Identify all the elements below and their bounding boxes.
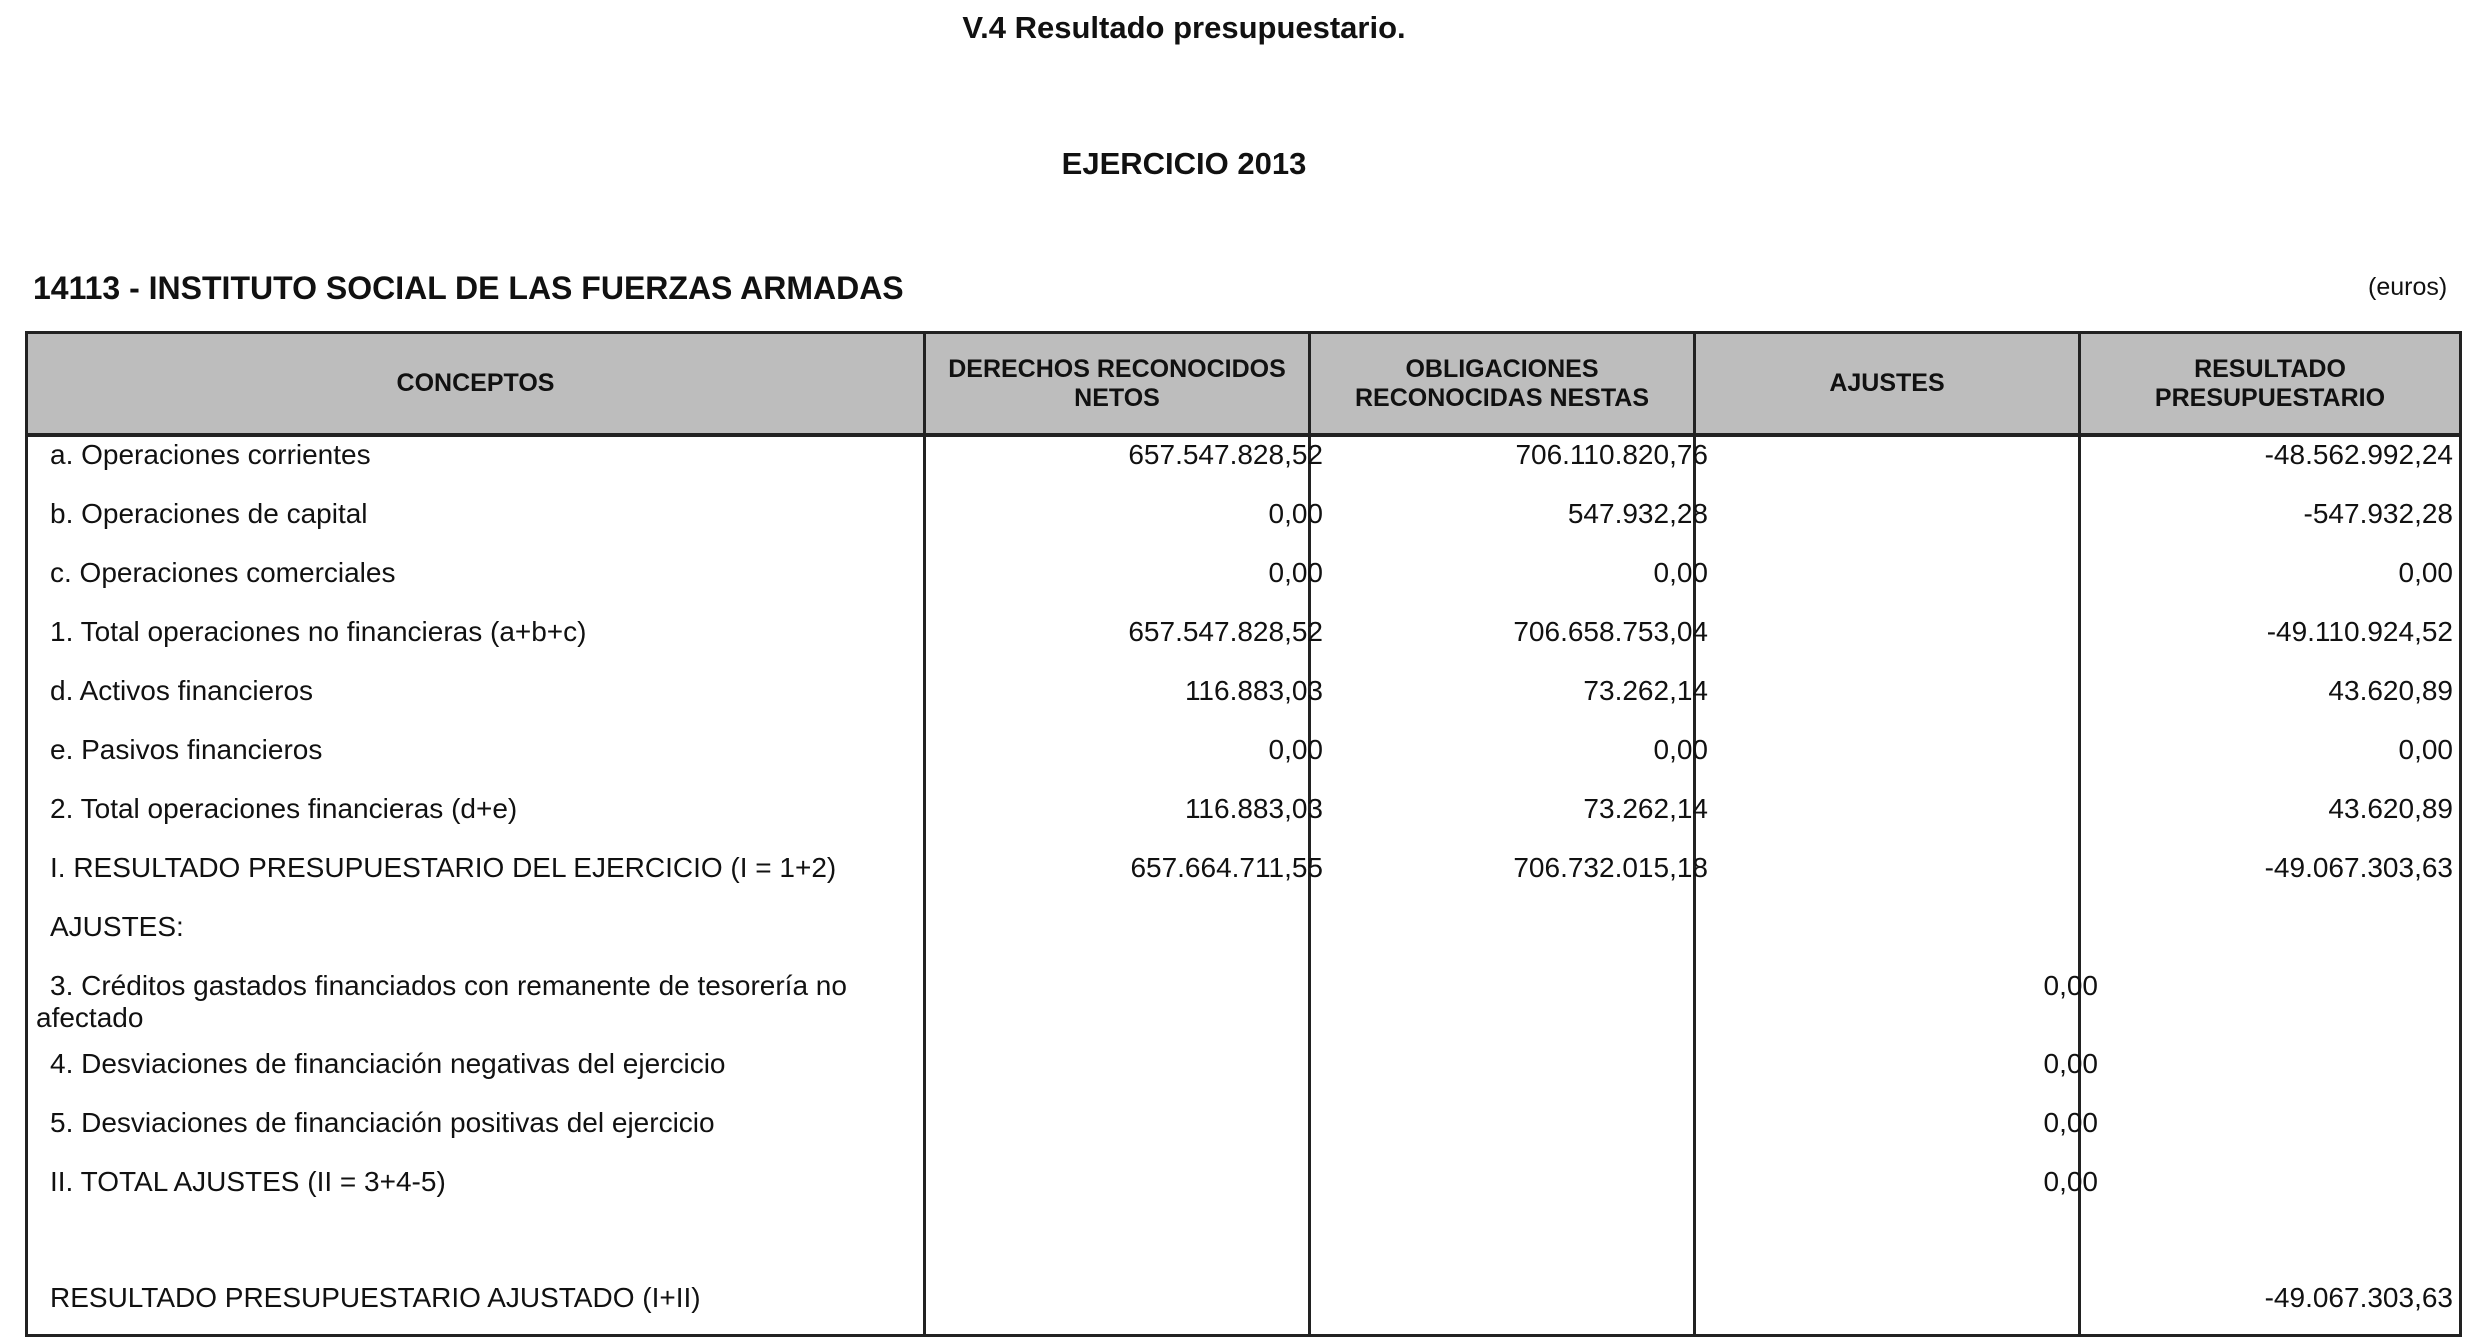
obligaciones-cell: 547.932,28: [1567, 498, 1708, 529]
derechos-cell: 0,00: [1268, 498, 1323, 529]
resultado-cell: 43.620,89: [2328, 675, 2453, 706]
header-ajustes: AJUSTES: [1829, 369, 1945, 397]
ajustes-cell: 0,00: [2043, 970, 2098, 1001]
ajustes-cell: 0,00: [2043, 1048, 2098, 1079]
concept-label-continued: afectado: [36, 1002, 144, 1033]
concept-cell: [50, 734, 930, 766]
resultado-cell: -49.067.303,63: [2264, 1282, 2453, 1313]
header-obligaciones: OBLIGACIONES RECONOCIDAS NESTAS: [1354, 354, 1649, 412]
resultado-cell: -49.110.924,52: [2266, 616, 2453, 647]
concept-cell: [50, 498, 930, 530]
concept-label: 4. Desviaciones de financiación negativas del ejercicio: [50, 1048, 726, 1079]
concept-label: II. TOTAL AJUSTES (II = 3+4-5): [50, 1166, 446, 1197]
derechos-cell: 116.883,03: [1184, 675, 1323, 706]
concept-cell: [50, 557, 930, 589]
concept-cell: [50, 675, 930, 707]
resultado-cell: -49.067.303,63: [2264, 852, 2453, 883]
concept-label: c. Operaciones comerciales: [50, 557, 396, 588]
concept-label: b. Operaciones de capital: [50, 498, 368, 529]
derechos-cell: 657.664.711,55: [1130, 852, 1323, 883]
concept-cell: [50, 1107, 930, 1139]
header-resultado: RESULTADO PRESUPUESTARIO: [2154, 354, 2386, 412]
concept-cell: [50, 793, 930, 825]
resultado-cell: -547.932,28: [2303, 498, 2453, 529]
concept-label: 3. Créditos gastados financiados con remanente de tesorería no: [50, 970, 847, 1001]
concept-cell: [50, 1166, 930, 1198]
resultado-cell: 0,00: [2398, 557, 2453, 588]
resultado-cell: 0,00: [2398, 734, 2453, 765]
concept-cell: [50, 1282, 930, 1314]
concept-cell: [50, 911, 930, 943]
derechos-cell: 0,00: [1268, 557, 1323, 588]
ajustes-cell: 0,00: [2043, 1166, 2098, 1197]
concept-label: e. Pasivos financieros: [50, 734, 323, 765]
ajustes-cell: 0,00: [2043, 1107, 2098, 1138]
exercise-year: EJERCICIO 2013: [1061, 146, 1307, 181]
concept-label: I. RESULTADO PRESUPUESTARIO DEL EJERCICIO (I = 1+2): [50, 852, 837, 883]
derechos-cell: 0,00: [1268, 734, 1323, 765]
derechos-cell: 657.547.828,52: [1128, 616, 1323, 647]
concept-label: d. Activos financieros: [50, 675, 314, 706]
obligaciones-cell: 0,00: [1653, 557, 1708, 588]
concept-label: 5. Desviaciones de financiación positivas del ejercicio: [50, 1107, 715, 1138]
obligaciones-cell: 706.110.820,76: [1515, 439, 1708, 470]
concept-label: RESULTADO PRESUPUESTARIO AJUSTADO (I+II): [50, 1282, 701, 1313]
document-title: V.4 Resultado presupuestario.: [962, 10, 1406, 45]
obligaciones-cell: 0,00: [1653, 734, 1708, 765]
concept-cell: [36, 970, 930, 1034]
resultado-cell: -48.562.992,24: [2264, 439, 2453, 470]
units-label: (euros): [2368, 273, 2448, 301]
obligaciones-cell: 706.732.015,18: [1513, 852, 1708, 883]
concept-label: 1. Total operaciones no financieras (a+b+c): [50, 616, 587, 647]
derechos-cell: 657.547.828,52: [1128, 439, 1323, 470]
header-derechos: DERECHOS RECONOCIDOS NETOS: [948, 354, 1286, 412]
obligaciones-cell: 706.658.753,04: [1513, 616, 1708, 647]
concept-label: a. Operaciones corrientes: [50, 439, 371, 470]
concept-label: 2. Total operaciones financieras (d+e): [50, 793, 518, 824]
budget-result-table: [25, 331, 2462, 1337]
concept-cell: [50, 616, 930, 648]
column-divider: [1308, 334, 1311, 1334]
obligaciones-cell: 73.262,14: [1583, 793, 1708, 824]
obligaciones-cell: 73.262,14: [1583, 675, 1708, 706]
concept-cell: [50, 1048, 930, 1080]
concept-cell: [50, 439, 930, 471]
entity-name: 14113 - INSTITUTO SOCIAL DE LAS FUERZAS ARMADAS: [33, 270, 904, 306]
header-conceptos: CONCEPTOS: [396, 369, 555, 397]
resultado-cell: 43.620,89: [2328, 793, 2453, 824]
concept-cell: [50, 852, 930, 884]
derechos-cell: 116.883,03: [1184, 793, 1323, 824]
concept-label: AJUSTES:: [50, 911, 184, 942]
